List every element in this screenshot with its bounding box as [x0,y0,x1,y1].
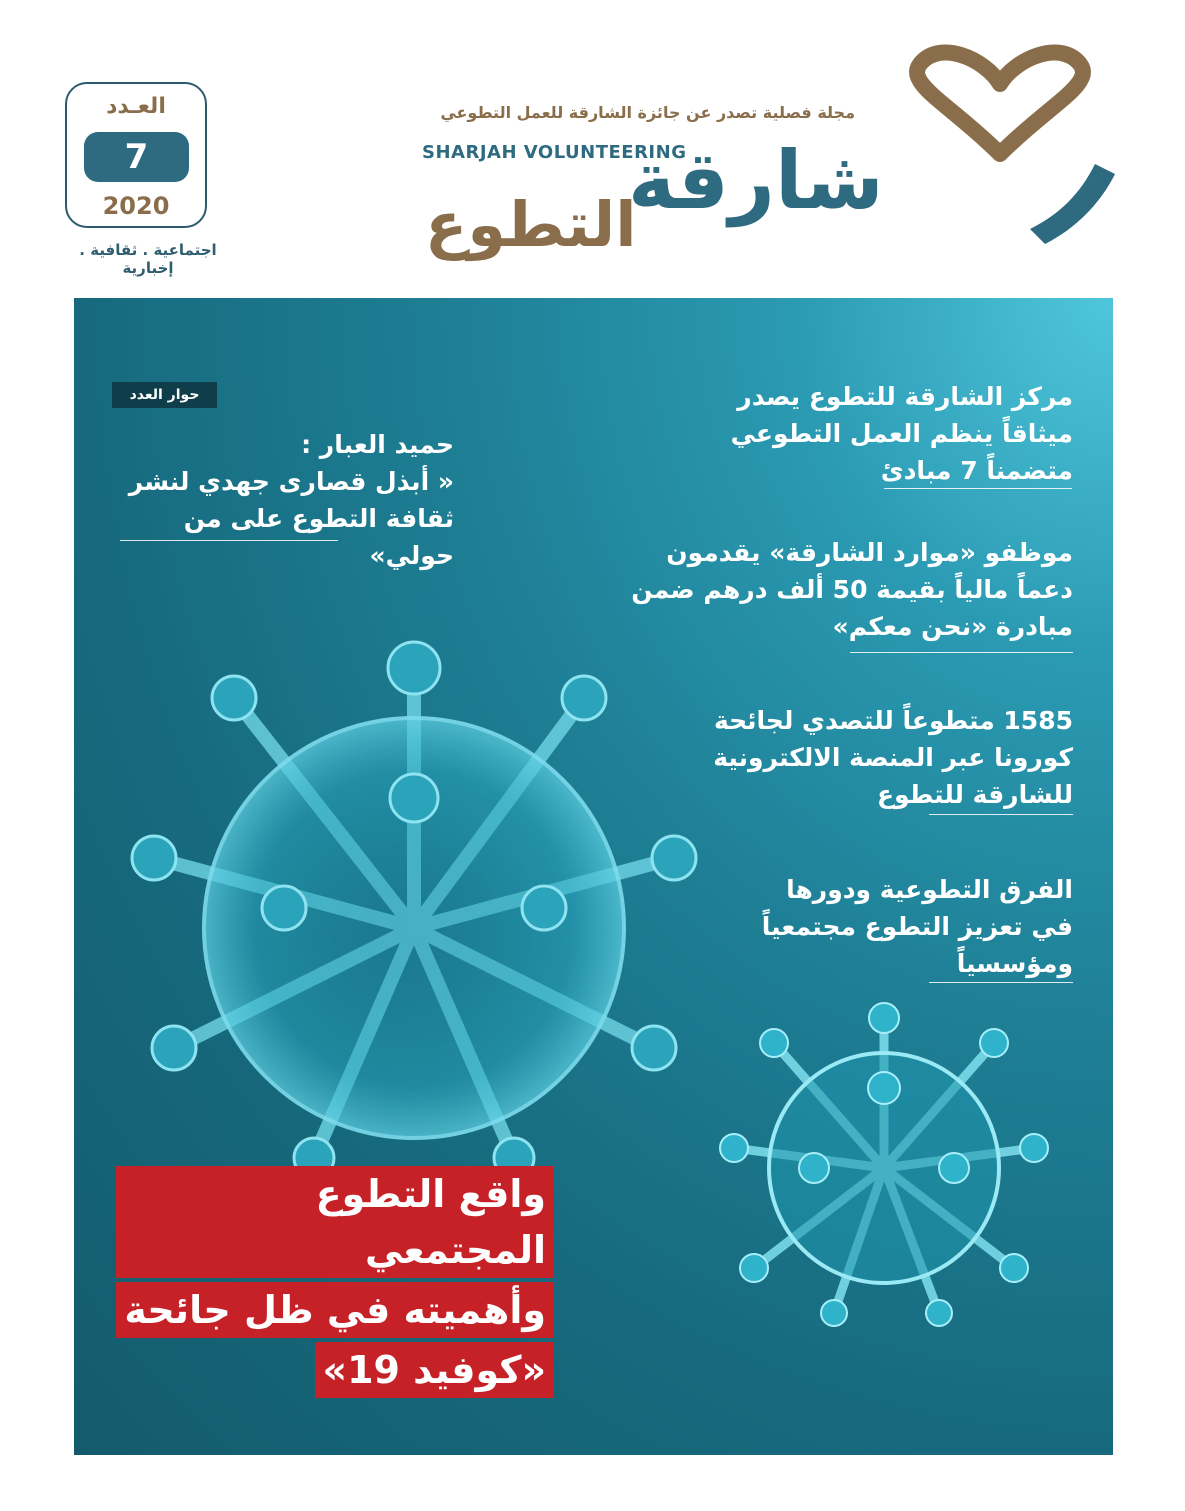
headline-line: موظفو «موارد الشارقة» يقدمون [666,538,1073,567]
headline-line: الفرق التطوعية ودورها [786,875,1073,904]
interview-tag: حوار العدد [112,382,217,408]
headline-1[interactable] [731,378,1073,489]
interview-line: « أبذل قصارى جهدي لنشر [128,467,454,496]
divider [120,540,338,541]
divider [884,488,1072,489]
masthead-name-en: SHARJAH VOLUNTEERING [422,142,687,163]
headline-line: 1585 متطوعاً للتصدي لجائحة [713,706,1073,735]
main-cover-title[interactable] [116,1166,554,1402]
headline-line: ومؤسسياً [956,949,1073,978]
headline-line: كورونا عبر المنصة الالكترونية [713,743,1073,772]
headline-line: دعماً مالياً بقيمة 50 ألف درهم ضمن [631,575,1073,604]
main-title-line: واقع التطوع المجتمعي [116,1166,554,1278]
issue-topics: اجتماعية . ثقافية . إخبارية [79,241,217,277]
divider [850,652,1073,653]
issue-box [65,82,207,228]
issue-label: العـدد [106,94,166,119]
headline-line: مركز الشارقة للتطوع يصدر [737,382,1073,411]
issue-year: 2020 [102,192,170,220]
headline-line: ميثاقاً ينظم العمل التطوعي [730,419,1073,448]
issue-number: 7 [84,132,189,182]
cover-image [74,298,1113,1455]
divider [929,814,1073,815]
headline-line: مبادرة «نحن معكم» [832,612,1073,641]
masthead-name-ar-1: شارقة [628,134,884,227]
headline-2[interactable] [631,534,1073,645]
headline-line: متضمناً 7 مبادئ [880,456,1073,485]
headline-line: في تعزيز التطوع مجتمعياً [761,912,1073,941]
masthead-tagline: مجلة فصلية تصدر عن جائزة الشارقة للعمل التطوعي [440,103,855,122]
main-title-line: وأهميته في ظل جائحة [116,1282,554,1338]
headline-line: للشارقة للتطوع [877,780,1073,809]
small-virus-illustration [714,998,1054,1328]
interview-line: حميد العبار : [301,430,454,459]
interview-line: ثقافة التطوع على من حولي» [183,504,454,570]
large-virus-illustration [114,628,714,1188]
interview-headline[interactable] [114,426,454,574]
masthead-name-ar-2: التطوع [425,188,637,261]
headline-4[interactable] [762,871,1073,982]
headline-3[interactable] [713,702,1073,813]
divider [929,982,1073,983]
main-title-line: «كوفيد 19» [315,1342,555,1398]
